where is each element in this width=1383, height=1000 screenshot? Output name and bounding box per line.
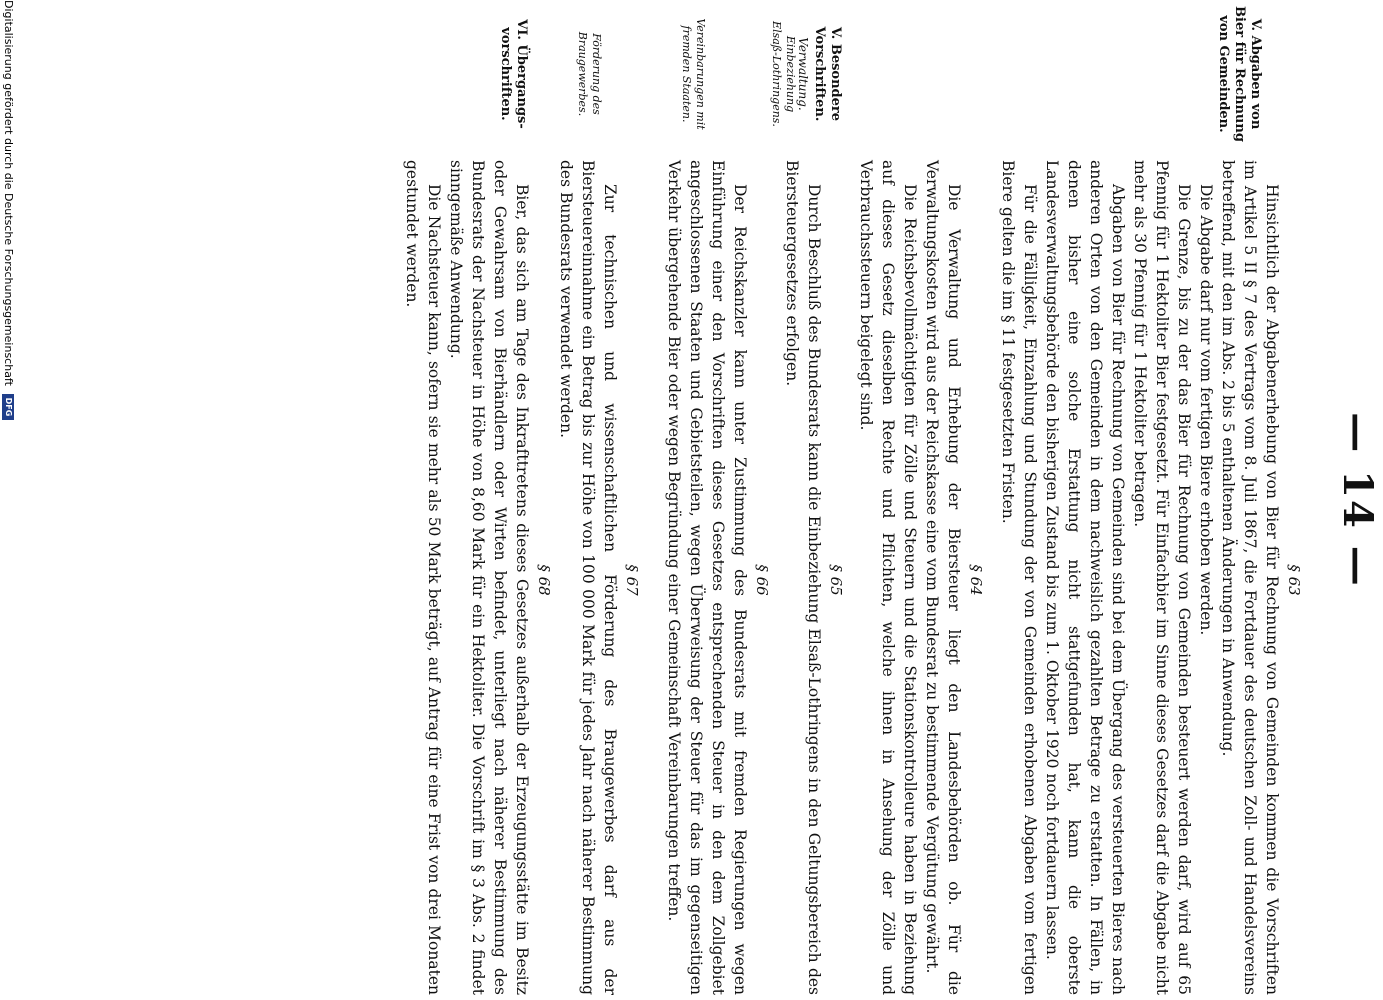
margin-line: Braugewerbes. — [576, 31, 589, 117]
credit-text: Digitalisierung gefördert durch die Deutsche Forschungsgemeinschaft — [2, 0, 15, 386]
section-heading-67: § 67 — [623, 564, 641, 596]
margin-line: vorschriften. — [498, 27, 513, 121]
margin-line: VI. Übergangs- — [514, 19, 529, 129]
margin-note-uebergangsvorschriften — [497, 0, 529, 148]
paragraph: Für die Fälligkeit, Einzahlung und Stundung der von Gemeinden erhobenen Abgaben vom fertigen Biere gelten die im § 11 festgesetzten Fristen. — [999, 160, 1039, 995]
paragraph: Abgaben von Bier für Rechnung von Gemeinden sind bei dem Übergang des versteuerten Bieres nach anderen Orten von den Gemeinden in dem nachweislich gezahlten Betrage zu erstatten. In Fällen, in denen bisher eine solche Erstattung nicht stattgefunden hat, kann die oberste Landesverwaltungsbehörde den bisherigen Zustand bis zum 1. Oktober 1920 noch fortdauern lassen. — [1043, 160, 1127, 995]
margin-note-elsass-lothringen — [769, 0, 797, 148]
margin-line: Elsaß-Lothringens. — [770, 21, 783, 127]
margin-line: fremden Staaten. — [680, 25, 693, 123]
margin-note-braugewerbe — [575, 0, 603, 148]
section-heading-68: § 68 — [535, 564, 553, 596]
margin-line: Bier für Rechnung — [1232, 6, 1247, 142]
section-heading-63: § 63 — [1285, 564, 1303, 596]
margin-line: V. Besondere — [828, 26, 843, 122]
page-number: — 14 — — [1334, 412, 1381, 588]
paragraph: Zur technischen und wissenschaftlichen Förderung des Braugewerbes darf aus der Biersteuereinnahme ein Betrag bis zur Höhe von 100 000 Mark für jedes Jahr nach näherer Bestimmung des Bundesrats verwendet werden. — [557, 160, 619, 995]
paragraph: Der Reichskanzler kann unter Zustimmung des Bundesrats mit fremden Regierungen wegen Einführung einer den Vorschriften dieses Gesetzes entsprechenden Steuer in den dem Zollgebiet angeschlossenen Staaten und Gebietsteilen, wegen Überweisung der Steuer für das im gegenseitigen Verkehr übergehende Bier oder wegen Begründung einer Gemeinschaft Vereinbarungen treffen. — [665, 160, 749, 995]
margin-line: Vorschriften. — [812, 26, 827, 122]
section-heading-64: § 64 — [967, 564, 985, 596]
dfg-logo-icon: DFG — [3, 394, 15, 420]
paragraph: Bier, das sich am Tage des Inkrafttretens dieses Gesetzes außerhalb der Erzeugungsstätte im Besitz oder Gewahrsam von Bierhändlern oder Wirten befindet, unterliegt nach näherer Bestimmung des Bundesrats der Nachsteuer in Höhe von 8,60 Mark für ein Hektoliter. Die Vorschrift im § 3 Abs. 2 findet sinngemäße Anwendung. — [447, 160, 531, 995]
section-heading-65: § 65 — [827, 564, 845, 596]
margin-note-vereinbarungen — [679, 0, 707, 148]
paragraph: Die Verwaltung und Erhebung der Biersteuer liegt den Landesbehörden ob. Für die Verwaltungskosten wird aus der Reichskasse eine vom Bundesrat zu bestimmende Vergütung gewährt. — [923, 160, 963, 995]
paragraph: Hinsichtlich der Abgabenerhebung von Bier für Rechnung von Gemeinden kommen die Vorschriften im Artikel 5 II § 7 des Vertrags vom 8. Juli 1867, die Fortdauer des deutschen Zoll- und Handelsvereins betreffend, mit den im Abs. 2 bis 5 enthaltenen Änderungen in Anwendung. — [1219, 160, 1281, 995]
digitization-credit — [0, 0, 17, 1000]
margin-line: Vereinbarungen mit — [694, 18, 707, 130]
margin-line: V. Abgaben von — [1248, 18, 1263, 130]
margin-line: Einbeziehung — [784, 35, 797, 113]
margin-note-abgaben-gemeinden — [1215, 0, 1263, 148]
paragraph: Durch Beschluß des Bundesrats kann die Einbeziehung Elsaß-Lothringens in den Geltungsbereich des Biersteuergesetzes erfolgen. — [783, 160, 823, 995]
paragraph: Die Reichsbevollmächtigten für Zölle und Steuern und die Stationskontrolleure haben in Beziehung auf dieses Gesetz dieselben Rechte und Pflichten, welche ihnen in Ansehung der Zölle und Verbrauchssteuern beigelegt sind. — [857, 160, 919, 995]
margin-line: von Gemeinden. — [1216, 15, 1231, 133]
paragraph: Die Abgabe darf nur vom fertigen Biere erhoben werden. — [1197, 184, 1215, 636]
section-heading-66: § 66 — [753, 564, 771, 596]
margin-note-besondere-vorschriften — [795, 0, 843, 148]
paragraph: Die Nachsteuer kann, sofern sie mehr als 50 Mark beträgt, auf Antrag für eine Frist von drei Monaten gestundet werden. — [403, 160, 443, 995]
margin-line: Förderung des — [590, 33, 603, 115]
margin-line: Verwaltung. — [796, 37, 810, 111]
paragraph: Die Grenze, bis zu der das Bier für Rechnung von Gemeinden besteuert werden darf, wird auf 65 Pfennig für 1 Hektoliter Bier festgesetzt. Für Einfachbier im Sinne dieses Gesetzes darf die Abgabe nicht mehr als 30 Pfennig für 1 Hektoliter betragen. — [1131, 160, 1193, 995]
